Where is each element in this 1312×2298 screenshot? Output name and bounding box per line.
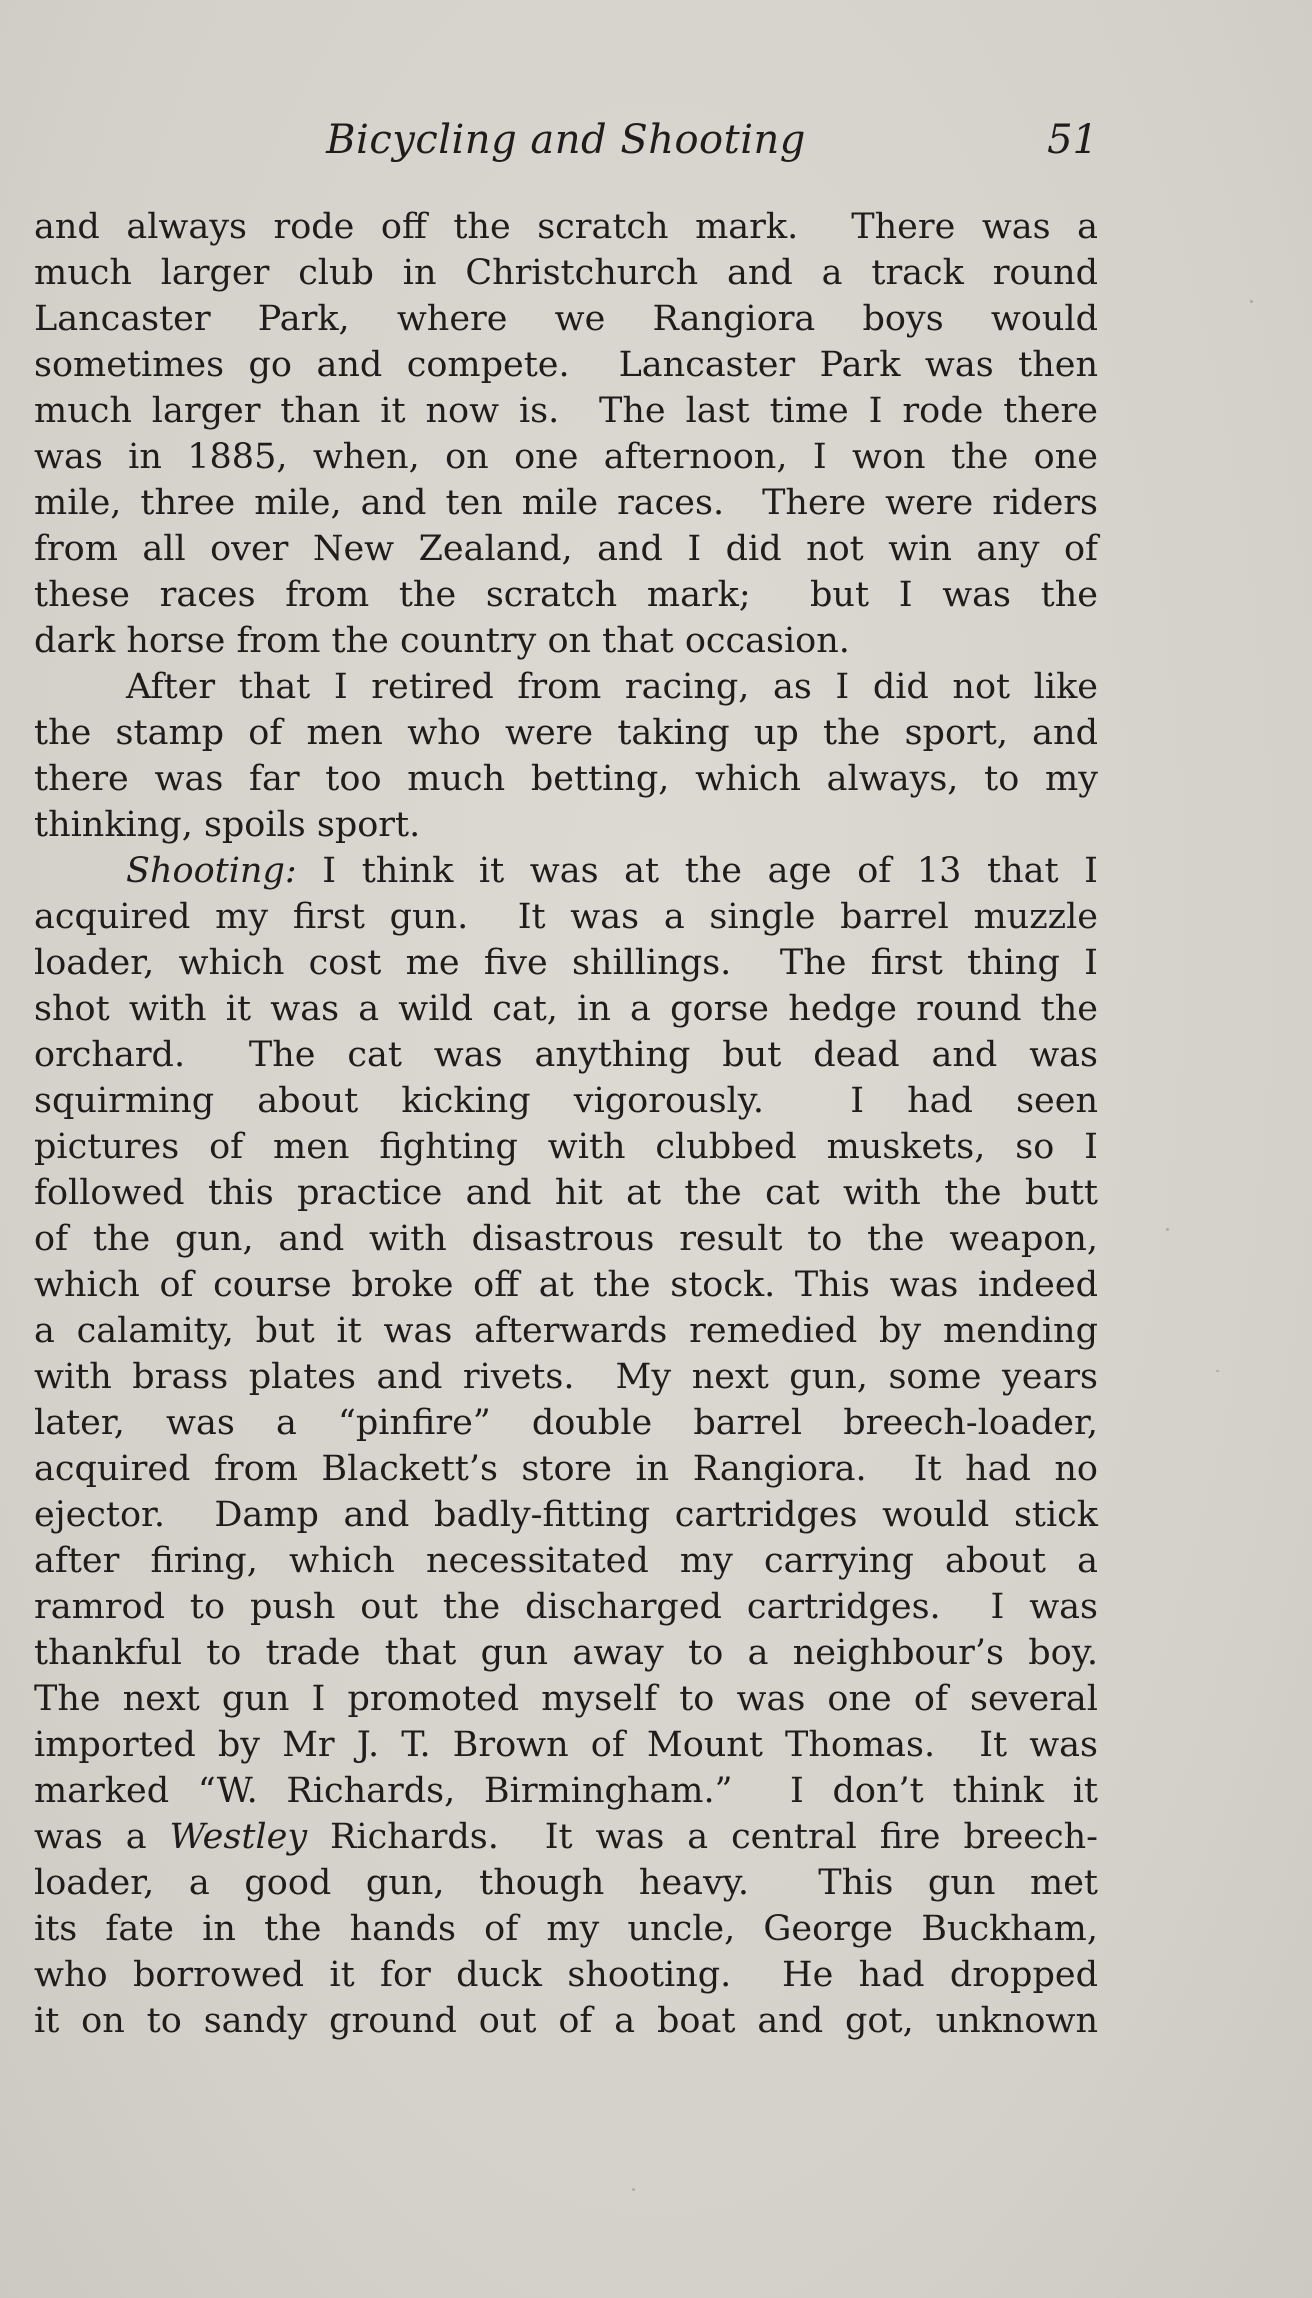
- text-line: there was far too much betting, which always, to my: [34, 759, 1098, 799]
- page-number: 51: [1047, 117, 1098, 163]
- text-line: with brass plates and rivets. My next gun, some years: [34, 1357, 1098, 1397]
- text-line: shot with it was a wild cat, in a gorse hedge round the: [34, 989, 1098, 1029]
- text-line: much larger club in Christchurch and a track round: [34, 253, 1098, 293]
- text-line: Lancaster Park, where we Rangiora boys would: [34, 299, 1098, 339]
- text-line: the stamp of men who were taking up the sport, and: [34, 713, 1098, 753]
- text-line: marked “W. Richards, Birmingham.” I don’t think it: [34, 1771, 1098, 1811]
- running-title: Bicycling and Shooting: [326, 117, 806, 163]
- text-line: ejector. Damp and badly-fitting cartridges would stick: [34, 1495, 1098, 1535]
- text-line: loader, a good gun, though heavy. This gun met: [34, 1863, 1098, 1903]
- paper-speck: [1250, 300, 1253, 303]
- body-text: [34, 204, 1098, 2044]
- paper-speck: [632, 2188, 635, 2191]
- text-line: ramrod to push out the discharged cartridges. I was: [34, 1587, 1098, 1627]
- text-line: After that I retired from racing, as I did not like: [126, 667, 1098, 707]
- text-line: later, was a “pinfire” double barrel breech-loader,: [34, 1403, 1098, 1443]
- paper-speck: [1216, 1370, 1219, 1372]
- text-line: it on to sandy ground out of a boat and got, unknown: [34, 2001, 1098, 2041]
- text-line: of the gun, and with disastrous result to the weapon,: [34, 1219, 1098, 1259]
- text-line: imported by Mr J. T. Brown of Mount Thomas. It was: [34, 1725, 1098, 1765]
- text-line: thinking, spoils sport.: [34, 805, 421, 845]
- text-fragment: Richards. It was a central fire breech-: [307, 1817, 1098, 1857]
- text-line: acquired my first gun. It was a single barrel muzzle: [34, 897, 1098, 937]
- text-line: and always rode off the scratch mark. There was a: [34, 207, 1098, 247]
- text-line: a calamity, but it was afterwards remedied by mending: [34, 1311, 1098, 1351]
- text-line: these races from the scratch mark; but I was the: [34, 575, 1098, 615]
- shooting-lead-in: Shooting:: [126, 851, 297, 891]
- text-line: who borrowed it for duck shooting. He had dropped: [34, 1955, 1098, 1995]
- text-line: thankful to trade that gun away to a neighbour’s boy.: [34, 1633, 1098, 1673]
- text-line: acquired from Blackett’s store in Rangiora. It had no: [34, 1449, 1098, 1489]
- text-line: sometimes go and compete. Lancaster Park was then: [34, 345, 1098, 385]
- text-line: orchard. The cat was anything but dead and was: [34, 1035, 1098, 1075]
- text-line: its fate in the hands of my uncle, George Buckham,: [34, 1909, 1098, 1949]
- text-line: dark horse from the country on that occasion.: [34, 621, 850, 661]
- text-line: pictures of men fighting with clubbed muskets, so I: [34, 1127, 1098, 1167]
- text-line: followed this practice and hit at the cat with the butt: [34, 1173, 1098, 1213]
- text-line: loader, which cost me five shillings. The first thing I: [34, 943, 1098, 983]
- text-fragment: was a: [34, 1817, 170, 1857]
- text-line: The next gun I promoted myself to was one of several: [34, 1679, 1098, 1719]
- text-line: much larger than it now is. The last time I rode there: [34, 391, 1098, 431]
- text-line: which of course broke off at the stock. This was indeed: [34, 1265, 1098, 1305]
- text-line: after firing, which necessitated my carrying about a: [34, 1541, 1098, 1581]
- running-head: [34, 112, 1098, 168]
- paper-speck: [1166, 1228, 1169, 1231]
- text-line: was in 1885, when, on one afternoon, I won the one: [34, 437, 1098, 477]
- westley-italic: Westley: [169, 1817, 308, 1857]
- text-line-with-italic: [34, 1814, 1098, 1860]
- text-fragment: I think it was at the age of 13 that I: [296, 851, 1098, 891]
- text-line: mile, three mile, and ten mile races. There were riders: [34, 483, 1098, 523]
- text-line: from all over New Zealand, and I did not win any of: [34, 529, 1098, 569]
- text-line: squirming about kicking vigorously. I had seen: [34, 1081, 1098, 1121]
- text-line-with-lead-in: [34, 848, 1098, 894]
